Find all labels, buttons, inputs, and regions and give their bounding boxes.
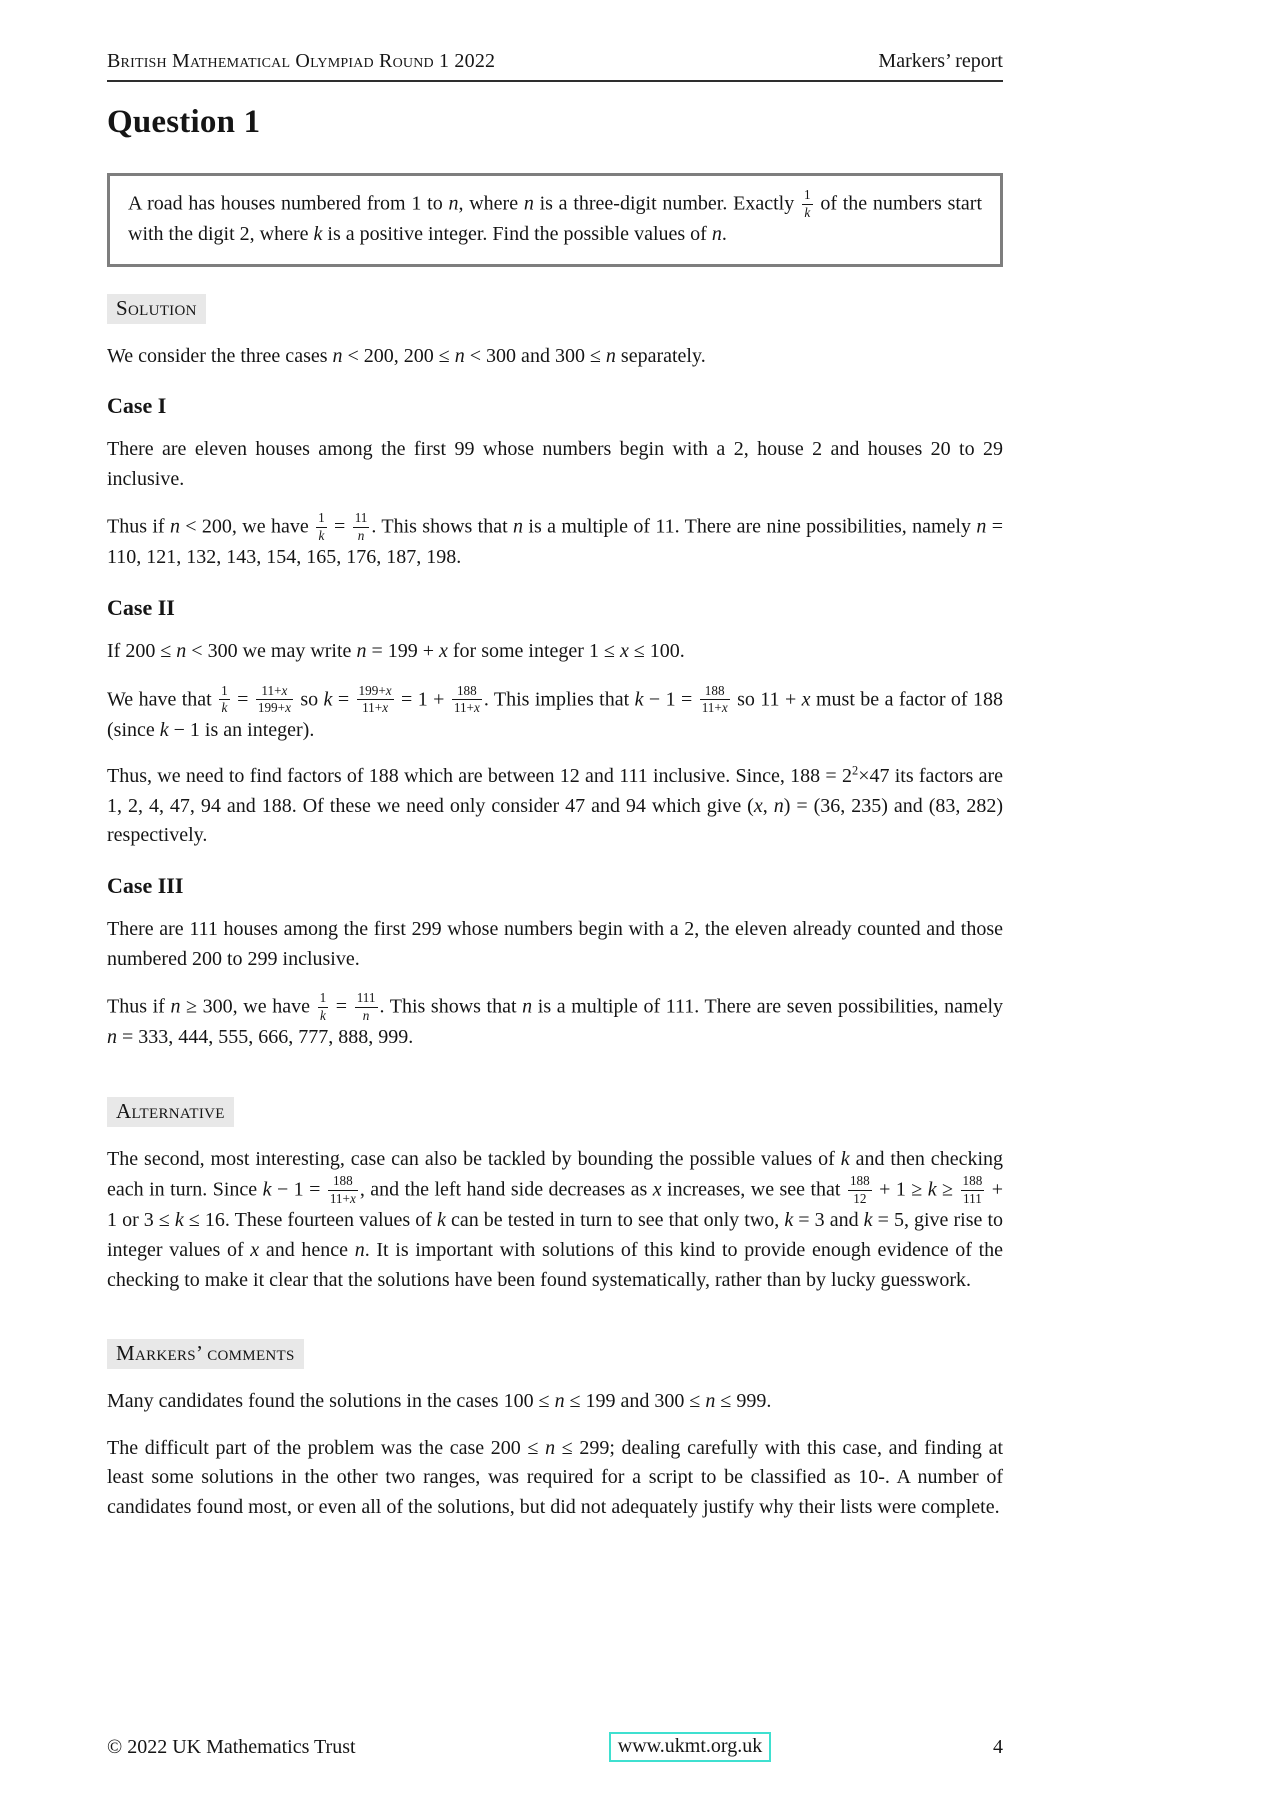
markers-para-1: Many candidates found the solutions in the cases 100 ≤ n ≤ 199 and 300 ≤ n ≤ 999.: [107, 1390, 772, 1413]
case1-heading: Case I: [107, 393, 167, 419]
footer-url-link[interactable]: www.ukmt.org.uk: [609, 1732, 771, 1762]
footer-copyright: © 2022 UK Mathematics Trust: [107, 1735, 356, 1758]
case2-para-2: We have that $\frac{1}{k}$ = $\frac{11+x}{199+x}$ so k = $\frac{199+x}{11+x}$ = 1 + $\frac{188}{11+x}$ . This implies that k − 1 = $\frac{188}{11+x}$ so 11 + x must be a factor of 188 (since k − 1 is an integer).: [107, 682, 1003, 741]
header: [107, 50, 1003, 73]
solution-label: Solution: [107, 294, 206, 324]
case2-heading: Case II: [107, 595, 175, 621]
solution-intro-para: We consider the three cases n < 200, 200 ≤ n < 300 and 300 ≤ n separately.: [107, 344, 706, 367]
problem-box: [107, 173, 1003, 267]
case3-para-1: There are 111 houses among the first 299 whose numbers begin with a 2, the eleven already counted and those numbered 200 to 299 inclusive.: [107, 918, 1003, 970]
footer: [107, 1732, 1003, 1762]
case2-para-3: Thus, we need to find factors of 188 which are between 12 and 111 inclusive. Since, $188 = 2^2\times 47$ its factors are 1, 2, 4, 47, 94 and 188. Of these we need only consider 47 and 94 which give (x, n) = (36, 235) and (83, 282) respectively.: [107, 763, 1003, 847]
case1-para-1: There are eleven houses among the first 99 whose numbers begin with a 2, house 2 and houses 20 to 29 inclusive.: [107, 438, 1003, 490]
alternative-para: The second, most interesting, case can also be tackled by bounding the possible values of k and then checking each in turn. Since k − 1 = $\frac{188}{11+x}$ , and the left hand side decreases as x increases, we see that $\frac{188}{12}$ + 1 ≥ k ≥ $\frac{188}{111}$ + 1 or 3 ≤ k ≤ 16. These fourteen values of k can be tested in turn to see that only two, k = 3 and k = 5, give rise to integer values of x and hence n. It is important with solutions of this kind to provide enough evidence of the checking to make it clear that the solutions have been found systematically, rather than by lucky guesswork.: [107, 1147, 1004, 1291]
content-column: [107, 0, 1003, 1523]
footer-page-number: 4: [992, 1735, 1003, 1758]
header-title: British Mathematical Olympiad Round 1 2022: [107, 50, 496, 72]
case2-para-1: If 200 ≤ n < 300 we may write n = 199 + x for some integer 1 ≤ x ≤ 100.: [107, 640, 685, 663]
page-title: Question 1: [107, 104, 261, 140]
case1-para-2: Thus if n < 200, we have $\frac{1}{k}$ = $\frac{11}{n}$ . This shows that n is a multiple of 11. There are nine possibilities, namely n = 110, 121, 132, 143, 154, 165, 176, 187, 198.: [107, 510, 1003, 569]
header-rule: [107, 80, 1003, 82]
markers-comments-label: Markers’ comments: [107, 1339, 304, 1369]
case3-para-2: Thus if n ≥ 300, we have $\frac{1}{k}$ = $\frac{111}{n}$ . This shows that n is a multiple of 111. There are seven possibilities, namely n = 333, 444, 555, 666, 777, 888, 999.: [107, 990, 1003, 1049]
case3-heading: Case III: [107, 873, 184, 899]
alternative-label: Alternative: [107, 1097, 234, 1127]
problem-statement: A road has houses numbered from 1 to n, where n is a three-digit number. Exactly $\frac{1}{k}$ of the numbers start with the digit 2, where k is a positive integer. Find the possible values of n.: [128, 187, 982, 246]
markers-para-2: The difficult part of the problem was the case 200 ≤ n ≤ 299; dealing carefully with this case, and finding at least some solutions in the other two ranges, was required for a script to be classified as 10-. A number of candidates found most, or even all of the solutions, but did not adequately justify why their lists were complete.: [107, 1436, 1003, 1519]
header-report-label: Markers’ report: [878, 50, 1003, 72]
